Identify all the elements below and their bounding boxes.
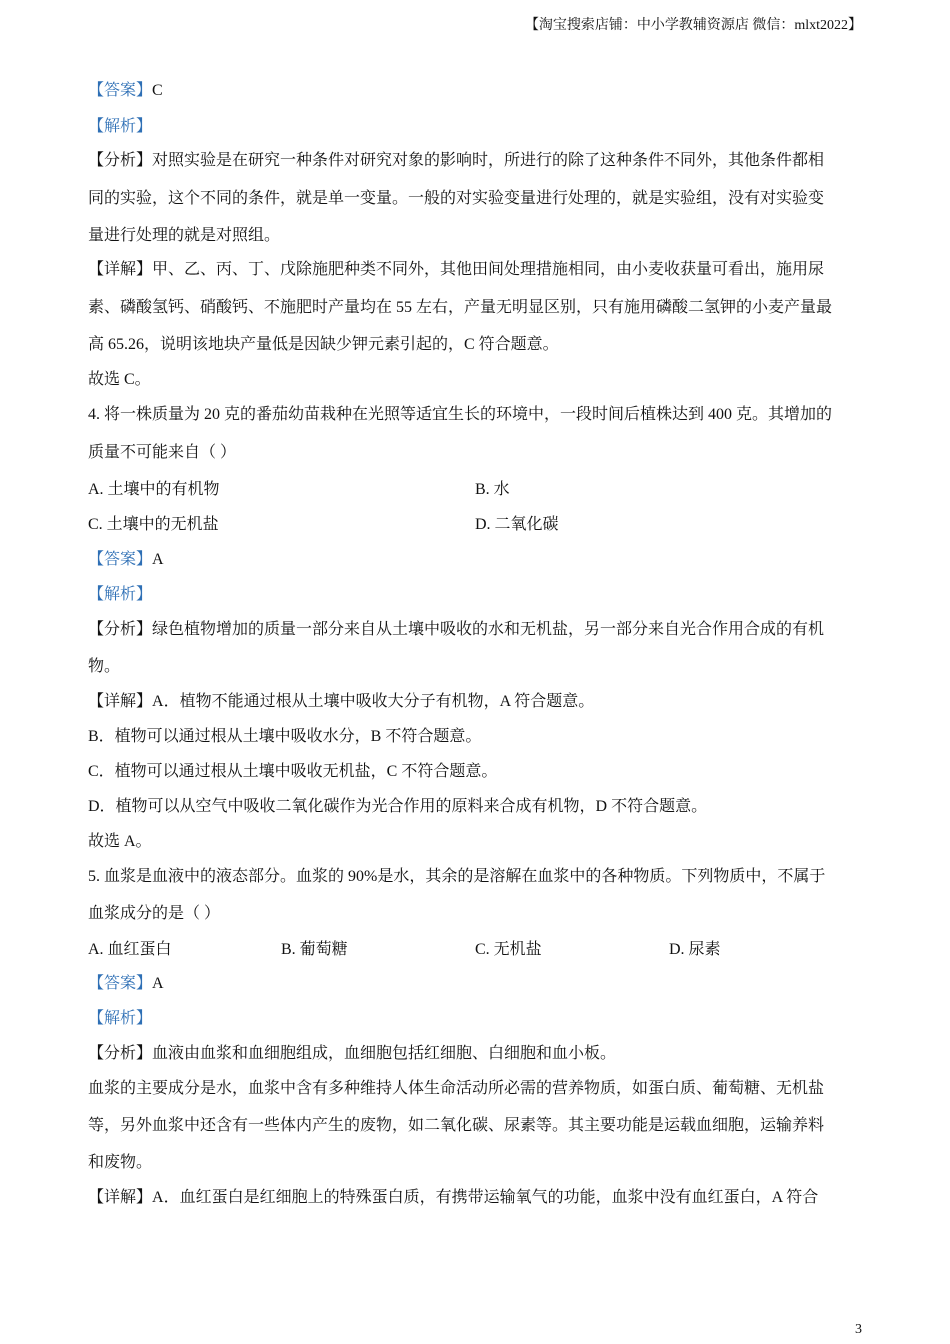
q3-fenxi-line-1: 【分析】对照实验是在研究一种条件对研究对象的影响时，所进行的除了这种条件不同外，其他条件都相: [88, 152, 825, 169]
q5-analysis-label: 【解析】: [88, 1010, 153, 1027]
q5-answer: A: [152, 975, 164, 992]
q4-option-b: B. 水: [475, 481, 510, 498]
q5-stem-line-1: 5. 血浆是血液中的液态部分。血浆的 90%是水，其余的是溶解在血浆中的各种物质。下列物质中，不属于: [88, 868, 826, 885]
q5-fenxi-line-1: 【分析】血液由血浆和血细胞组成，血细胞包括红细胞、白细胞和血小板。: [88, 1045, 617, 1062]
q4-option-a: A. 土壤中的有机物: [88, 481, 220, 498]
q3-fenxi-line-3: 量进行处理的就是对照组。: [88, 227, 281, 244]
q4-xiangjie-line-4: D．植物可以从空气中吸收二氧化碳作为光合作用的原料来合成有机物，D 不符合题意。: [88, 798, 708, 815]
q4-xiangjie-line-3: C．植物可以通过根从土壤中吸收无机盐，C 不符合题意。: [88, 763, 498, 780]
q5-stem-line-2: 血浆成分的是（ ）: [88, 905, 221, 922]
q3-analysis-label: 【解析】: [88, 118, 153, 135]
q4-analysis-label: 【解析】: [88, 586, 153, 603]
q4-stem-line-2: 质量不可能来自（ ）: [88, 444, 237, 461]
q3-answer: C: [152, 82, 163, 99]
q4-stem-line-1: 4. 将一株质量为 20 克的番茄幼苗栽种在光照等适宜生长的环境中，一段时间后植株达到 400 克。其增加的: [88, 406, 833, 423]
q5-fenxi-line-3: 等，另外血浆中还含有一些体内产生的废物，如二氧化碳、尿素等。其主要功能是运载血细胞，运输养料: [88, 1117, 825, 1134]
q5-fenxi-line-2: 血浆的主要成分是水，血浆中含有多种维持人体生命活动所必需的营养物质，如蛋白质、葡萄糖、无机盐: [88, 1080, 825, 1097]
q4-answer-line: [88, 548, 868, 572]
fenxi-label: 【分析】: [88, 152, 153, 169]
q5-xiangjie-line-1: 【详解】A．血红蛋白是红细胞上的特殊蛋白质，有携带运输氧气的功能，血浆中没有血红蛋白，A 符合: [88, 1189, 819, 1206]
q3-xiangjie-line-3: 高 65.26，说明该地块产量低是因缺少钾元素引起的，C 符合题意。: [88, 336, 559, 353]
q3-xiangjie-line-2: 素、磷酸氢钙、硝酸钙、不施肥时产量均在 55 左右，产量无明显区别，只有施用磷酸二氢钾的小麦产量最: [88, 299, 833, 316]
q5-option-d: D. 尿素: [669, 941, 721, 958]
answer-label: 【答案】: [88, 975, 153, 992]
q3-xiangjie-line-1: 【详解】甲、乙、丙、丁、戊除施肥种类不同外，其他田间处理措施相同，由小麦收获量可看出，施用尿: [88, 261, 825, 278]
q4-xiangjie-line-1: 【详解】A．植物不能通过根从土壤中吸收大分子有机物，A 符合题意。: [88, 693, 595, 710]
q4-fenxi-line-2: 物。: [88, 658, 121, 675]
q4-option-d: D. 二氧化碳: [475, 516, 559, 533]
q4-choice: 故选 A。: [88, 833, 152, 850]
q5-option-a: A. 血红蛋白: [88, 941, 172, 958]
q4-fenxi-line-1: 【分析】绿色植物增加的质量一部分来自从土壤中吸收的水和无机盐，另一部分来自光合作用合成的有机: [88, 621, 825, 638]
q5-option-b: B. 葡萄糖: [281, 941, 348, 958]
q4-option-c: C. 土壤中的无机盐: [88, 516, 219, 533]
page-header: 【淘宝搜索店铺：中小学教辅资源店 微信：mlxt2022】: [524, 18, 862, 33]
fenxi-label: 【分析】: [88, 1045, 153, 1062]
xiangjie-label: 【详解】: [88, 1189, 153, 1206]
answer-label: 【答案】: [88, 551, 153, 568]
page-number: 3: [855, 1322, 862, 1337]
xiangjie-label: 【详解】: [88, 693, 153, 710]
q5-fenxi-line-4: 和废物。: [88, 1154, 153, 1171]
answer-label: 【答案】: [88, 82, 153, 99]
q4-answer: A: [152, 551, 164, 568]
q4-xiangjie-line-2: B．植物可以通过根从土壤中吸收水分，B 不符合题意。: [88, 728, 482, 745]
q3-choice: 故选 C。: [88, 371, 151, 388]
xiangjie-label: 【详解】: [88, 261, 153, 278]
q3-answer-line: [88, 79, 868, 103]
q5-option-c: C. 无机盐: [475, 941, 542, 958]
fenxi-label: 【分析】: [88, 621, 153, 638]
q3-fenxi-line-2: 同的实验，这个不同的条件，就是单一变量。一般的对实验变量进行处理的，就是实验组，没有对实验变: [88, 190, 825, 207]
q5-answer-line: [88, 972, 868, 996]
